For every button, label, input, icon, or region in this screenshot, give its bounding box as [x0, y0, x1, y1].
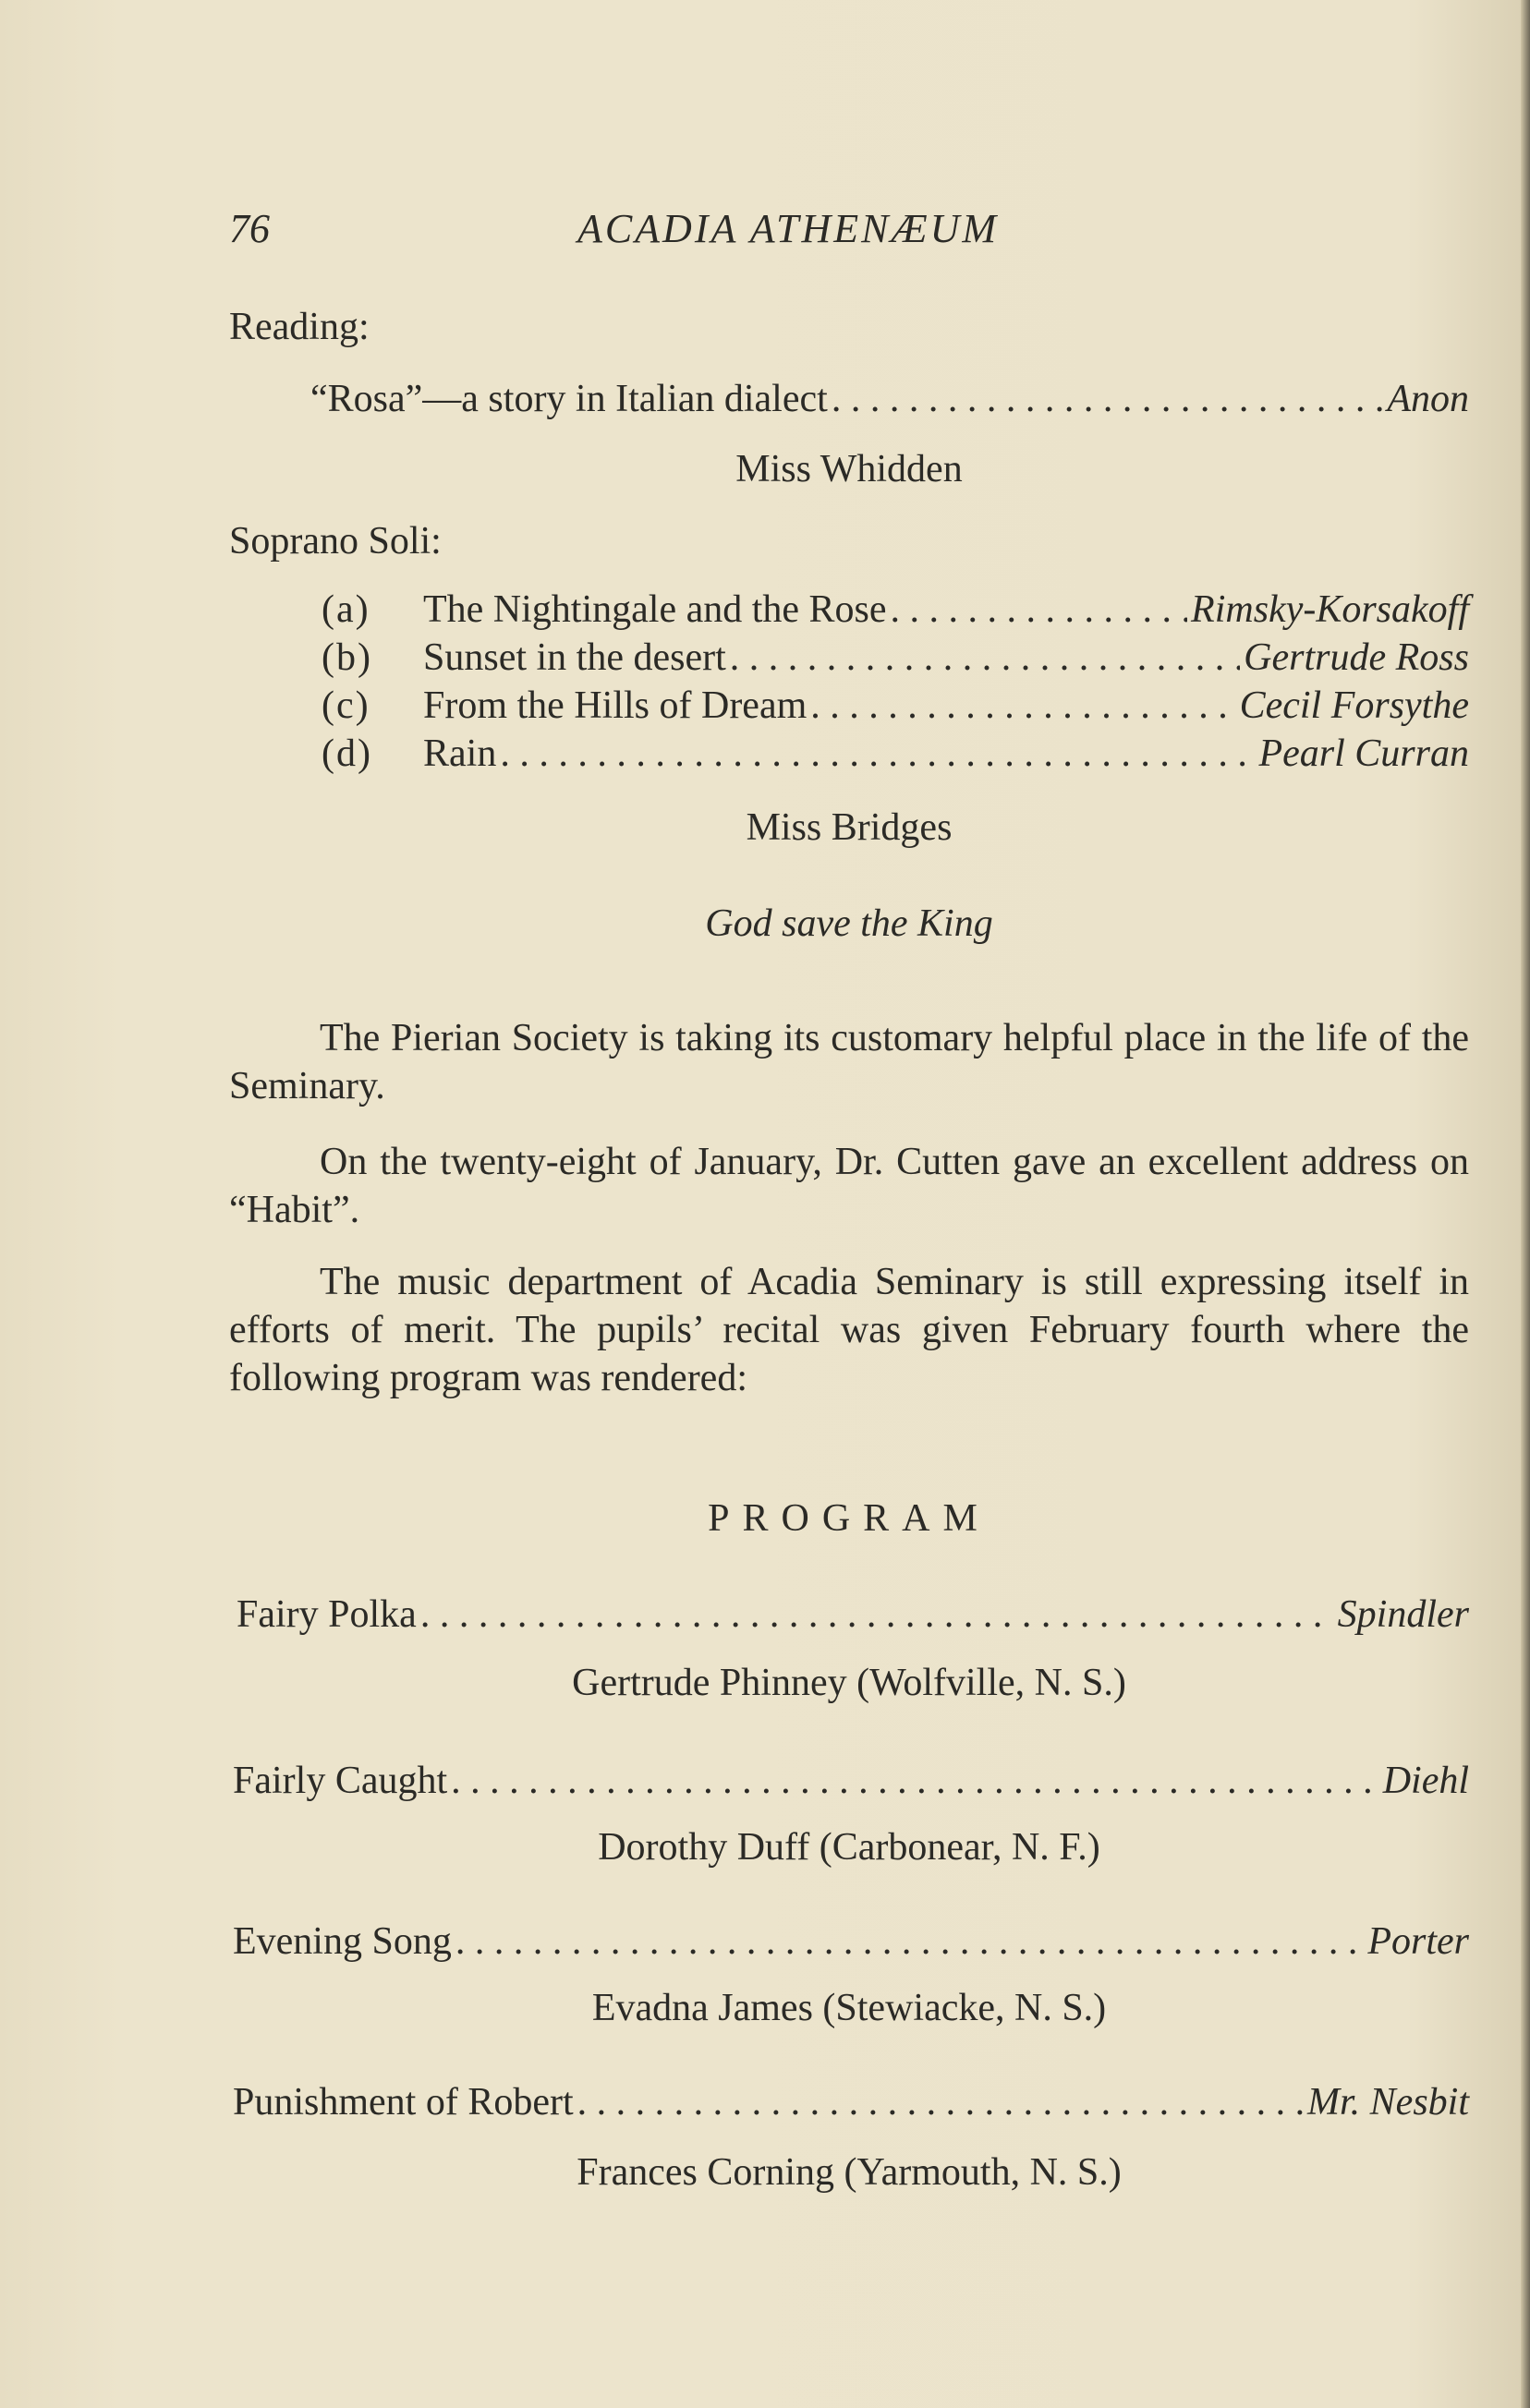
leader-dots: [810, 682, 1235, 730]
reading-title: “Rosa”—a story in Italian dialect: [310, 378, 828, 420]
journal-title: ACADIA ATHENÆUM: [577, 206, 1000, 251]
paragraph-text: The music department of Acadia Seminary is still expressing itself in efforts of merit. The pupils’ recital was given February fourth where the following program was rendered:: [229, 1261, 1469, 1399]
program-item: [237, 1591, 1469, 1639]
item-composer: Diehl: [1382, 1760, 1469, 1802]
item-performer: Evadna James (Stewiacke, N. S.): [591, 1987, 1107, 2029]
program-item: [233, 2078, 1469, 2126]
list-item: [322, 730, 1469, 778]
leader-dots: [577, 2078, 1304, 2126]
leader-dots: [451, 1757, 1379, 1805]
item-composer: Pearl Curran: [1258, 732, 1469, 775]
soprano-performer: Miss Bridges: [746, 806, 953, 849]
leader-dots: [891, 586, 1188, 634]
reading-heading: Reading:: [229, 306, 370, 348]
item-composer: Mr. Nesbit: [1306, 2081, 1469, 2124]
item-performer: Frances Corning (Yarmouth, N. S.): [577, 2151, 1122, 2194]
closing-anthem: God save the King: [705, 902, 993, 945]
program-heading: PROGRAM: [708, 1497, 990, 1540]
paragraph: [229, 1014, 1469, 1110]
leader-dots: [455, 1918, 1365, 1966]
running-header: [229, 205, 1469, 253]
program-item: [233, 1757, 1469, 1805]
item-composer: Spindler: [1337, 1593, 1469, 1636]
item-title: From the Hills of Dream: [423, 684, 808, 727]
paragraph: [229, 1138, 1469, 1234]
leader-dots: [832, 375, 1384, 423]
item-mark: (a): [322, 588, 370, 631]
item-title: Evening Song: [233, 1920, 452, 1963]
list-item: [322, 634, 1469, 682]
item-title: Punishment of Robert: [233, 2081, 574, 2124]
page-edge: [1521, 0, 1530, 2408]
list-item: [322, 682, 1469, 730]
paragraph-text: On the twenty-eight of January, Dr. Cutten gave an excellent address on “Habit”.: [229, 1141, 1469, 1231]
leader-dots: [730, 634, 1240, 682]
item-title: Sunset in the desert: [423, 636, 726, 679]
reading-performer: Miss Whidden: [735, 448, 963, 490]
item-performer: Gertrude Phinney (Wolfville, N. S.): [572, 1662, 1126, 1704]
page-number: 76: [229, 206, 270, 251]
paragraph: [229, 1258, 1469, 1402]
soprano-list: [322, 586, 1469, 778]
item-mark: (b): [322, 636, 372, 679]
item-composer: Gertrude Ross: [1244, 636, 1469, 679]
item-mark: (d): [322, 732, 372, 775]
program-item: [233, 1918, 1469, 1966]
item-composer: Rimsky-Korsakoff: [1191, 588, 1469, 631]
leader-dots: [420, 1591, 1334, 1639]
paragraph-text: The Pierian Society is taking its customary helpful place in the life of the Seminary.: [229, 1017, 1469, 1107]
list-item: [322, 586, 1469, 634]
item-composer: Cecil Forsythe: [1239, 684, 1469, 727]
item-title: The Nightingale and the Rose: [423, 588, 887, 631]
item-title: Fairly Caught: [233, 1760, 448, 1802]
leader-dots: [500, 730, 1255, 778]
item-performer: Dorothy Duff (Carbonear, N. F.): [598, 1826, 1100, 1869]
item-composer: Porter: [1367, 1920, 1469, 1963]
reading-composer: Anon: [1387, 378, 1469, 420]
reading-item: [310, 375, 1469, 423]
item-mark: (c): [322, 684, 370, 727]
item-title: Rain: [423, 732, 497, 775]
soprano-heading: Soprano Soli:: [229, 520, 442, 563]
item-title: Fairy Polka: [237, 1593, 417, 1636]
